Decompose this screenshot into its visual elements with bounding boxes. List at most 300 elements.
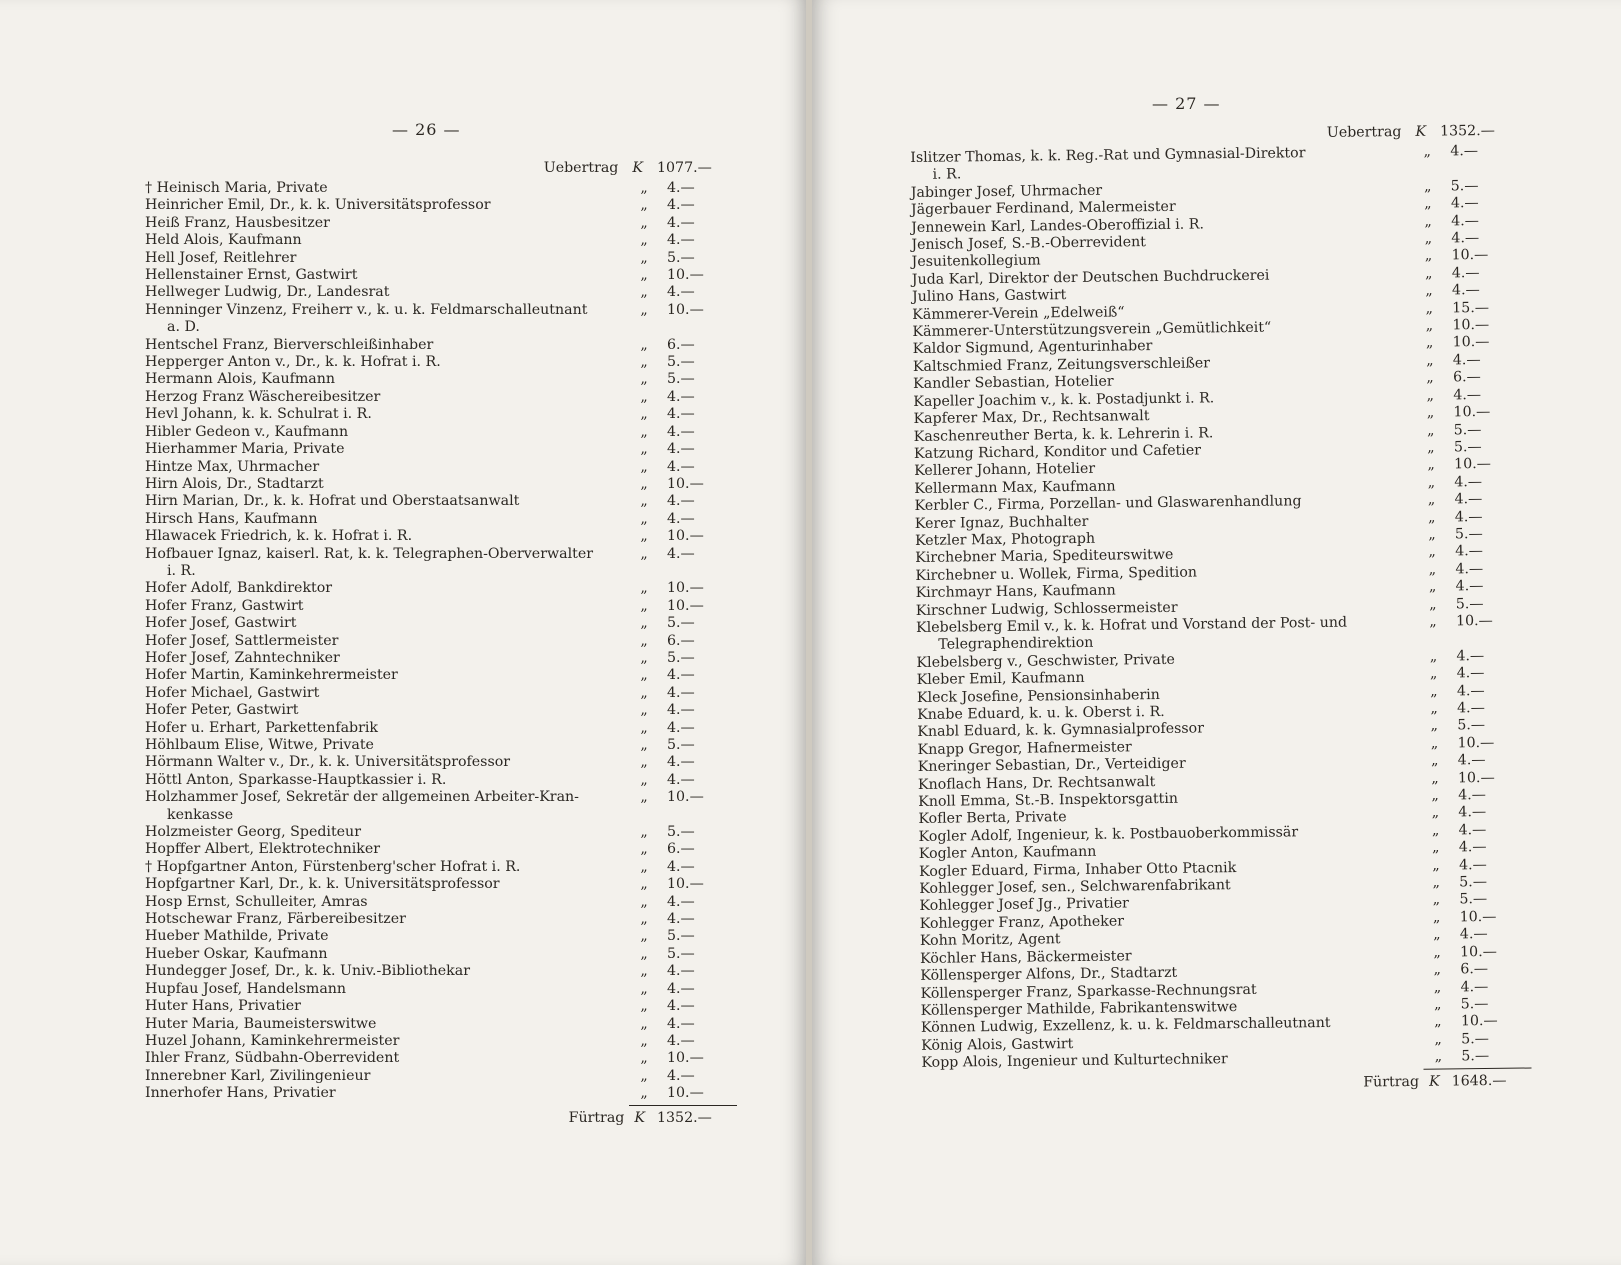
subscriber-name-text: Kaldor Sigmund, Agenturinhaber: [912, 338, 1153, 358]
subscriber-name-text: Kämmerer-Unterstützungsverein „Gemütlichkeit“: [912, 319, 1272, 341]
donation-amount: 10.—: [1452, 334, 1490, 351]
list-item: [145, 859, 737, 876]
subscriber-name: [145, 302, 621, 337]
list-item: [145, 1068, 737, 1085]
list-item: [145, 720, 737, 737]
donation-amount: 4.—: [1451, 264, 1480, 282]
donation-amount: 4.—: [667, 545, 695, 562]
list-item: [145, 528, 737, 545]
subscriber-name-text: Knoflach Hans, Dr. Rechtsanwalt: [917, 773, 1156, 793]
subscriber-name: [145, 754, 621, 771]
subscriber-name-text: Hopfgartner Karl, Dr., k. k. Universitätsprofessor: [145, 876, 500, 893]
subscriber-name-text: Hlawacek Friedrich, k. k. Hofrat i. R.: [145, 528, 413, 545]
subscriber-name-text: Ketzler Max, Photograph: [914, 530, 1096, 549]
ditto-mark: „: [1429, 648, 1438, 665]
ditto-mark: „: [640, 441, 648, 458]
ditto-mark: „: [1434, 1031, 1442, 1048]
donation-amount: 4.—: [1457, 700, 1485, 717]
subscriber-name-text: Heinricher Emil, Dr., k. k. Universitätsprofessor: [145, 197, 491, 214]
ditto-mark: „: [1426, 404, 1435, 421]
ditto-mark: „: [640, 475, 648, 492]
donation-amount: 10.—: [667, 1085, 704, 1102]
ditto-mark: „: [1430, 683, 1438, 700]
subscriber-name-text: † Heinisch Maria, Private: [145, 180, 328, 196]
subscriber-name-text: Kohlegger Josef Jg., Privatier: [919, 895, 1129, 915]
donation-amount: 10.—: [667, 301, 704, 318]
donation-amount: 10.—: [667, 528, 704, 545]
list-item: [145, 928, 737, 945]
donation-amount: 4.—: [667, 180, 695, 196]
list-item: [145, 476, 737, 493]
ditto-mark: „: [640, 493, 648, 510]
donation-amount: 5.—: [1455, 595, 1484, 612]
donation-amount: 4.—: [667, 493, 695, 510]
ditto-mark: „: [1430, 735, 1439, 752]
subscriber-name-text: Huter Hans, Privatier: [145, 998, 301, 1015]
donation-amount: 15.—: [1452, 299, 1490, 317]
ditto-mark: „: [640, 510, 648, 527]
donation-amount: 4.—: [667, 214, 695, 231]
carry-out: [145, 1110, 737, 1126]
subscriber-name-text: Hofer Josef, Sattlermeister: [145, 632, 339, 649]
donation-amount: 4.—: [667, 980, 695, 997]
donation-amount: 5.—: [1453, 421, 1482, 438]
ditto-mark: „: [640, 458, 648, 475]
subscriber-name-text: Kerer Ignaz, Buchhalter: [914, 513, 1089, 532]
subscriber-name-text: König Alois, Gastwirt: [921, 1035, 1074, 1054]
list-item: [145, 580, 737, 597]
subscriber-name-text: Jennewein Karl, Landes-Oberoffizial i. R.: [911, 216, 1205, 236]
ditto-mark: „: [640, 197, 648, 214]
subscriber-name-text: Hofer Josef, Gastwirt: [145, 615, 297, 632]
list-item: [145, 911, 737, 928]
ditto-mark: „: [1426, 369, 1434, 386]
ditto-mark: „: [1431, 805, 1440, 822]
ditto-mark: „: [640, 754, 648, 771]
donation-amount: 5.—: [667, 737, 695, 753]
subscriber-name-text: Hotschewar Franz, Färbereibesitzer: [145, 911, 406, 928]
subscriber-name-text: Hofer Michael, Gastwirt: [145, 684, 320, 701]
ditto-mark: „: [1430, 718, 1439, 735]
ditto-mark: „: [640, 267, 648, 284]
subscriber-list: [910, 123, 1532, 1096]
subscriber-name-text: Huter Maria, Baumeisterswitwe: [145, 1015, 377, 1032]
subscriber-name: [145, 998, 621, 1015]
ditto-mark: „: [1424, 213, 1432, 230]
subscriber-name-text: Hevl Johann, k. k. Schulrat i. R.: [145, 406, 372, 423]
subscriber-name-text: Jabinger Josef, Uhrmacher: [910, 182, 1103, 201]
subscriber-name: [145, 981, 621, 998]
subscriber-name: [145, 859, 621, 876]
donation-amount: 4.—: [1458, 804, 1487, 821]
subscriber-name-text: Hermann Alois, Kaufmann: [145, 371, 336, 388]
donation-amount: 4.—: [667, 719, 695, 736]
list-item: [145, 389, 737, 406]
subscriber-name-text: Herzog Franz Wäschereibesitzer: [145, 388, 381, 405]
subscriber-name-text: Heiß Franz, Hausbesitzer: [145, 214, 330, 231]
subscriber-name-text: Kirchebner Maria, Spediteurswitwe: [915, 547, 1174, 567]
subscriber-name-text: † Hopfgartner Anton, Fürstenberg'scher Hofrat i. R.: [145, 858, 521, 875]
subscriber-name-text: Hofer u. Erhart, Parkettenfabrik: [145, 719, 379, 736]
ditto-mark: „: [1428, 578, 1437, 595]
subscriber-name: [145, 911, 621, 928]
subscriber-name-text: Islitzer Thomas, k. k. Reg.-Rat und Gymnasial-Direktor: [910, 145, 1306, 166]
ditto-mark: „: [640, 789, 648, 806]
subscriber-name-text: Klebelsberg Emil v., k. k. Hofrat und Vorstand der Post- und: [915, 614, 1348, 636]
subscriber-name: [145, 720, 621, 737]
list-item: [145, 1050, 737, 1067]
subscriber-name: [145, 406, 621, 423]
donation-amount: 4.—: [667, 1067, 695, 1084]
list-item: [145, 337, 737, 354]
donation-amount: 4.—: [1457, 752, 1486, 769]
ditto-mark: „: [640, 214, 648, 231]
donation-amount: 5.—: [1461, 1048, 1490, 1065]
list-item: [145, 215, 737, 232]
subscriber-name-continuation: i. R.: [932, 166, 962, 184]
subscriber-name-text: Huzel Johann, Kaminkehrermeister: [145, 1032, 400, 1049]
donation-amount: 10.—: [667, 475, 704, 492]
subscriber-name: [145, 284, 621, 301]
donation-amount: 4.—: [667, 510, 695, 527]
ditto-mark: „: [640, 841, 648, 858]
ditto-mark: „: [1423, 143, 1432, 160]
list-item: [145, 1033, 737, 1050]
subscriber-name-text: Hierhammer Maria, Private: [145, 441, 345, 458]
ditto-mark: „: [640, 615, 648, 632]
ditto-mark: „: [1430, 700, 1438, 717]
donation-amount: 5.—: [667, 824, 695, 841]
list-item: [145, 650, 737, 667]
subscriber-name-text: Hörmann Walter v., Dr., k. k. Universitätsprofessor: [145, 754, 511, 771]
subscriber-name-text: Höhlbaum Elise, Witwe, Private: [145, 737, 374, 753]
ditto-mark: „: [640, 876, 648, 893]
ditto-mark: „: [640, 771, 648, 788]
ditto-mark: „: [640, 945, 648, 962]
subscriber-name: [145, 354, 621, 371]
subscriber-name-text: Held Alois, Kaufmann: [145, 232, 302, 249]
donation-amount: 4.—: [667, 423, 695, 440]
ditto-mark: „: [1433, 961, 1442, 978]
ditto-mark: „: [1428, 526, 1436, 543]
donation-amount: 10.—: [667, 876, 704, 893]
ditto-mark: „: [1434, 1013, 1442, 1030]
subscriber-name-text: Hofer Peter, Gastwirt: [145, 702, 299, 719]
subscriber-name-text: Kogler Eduard, Firma, Inhaber Otto Ptacnik: [918, 859, 1237, 880]
ditto-mark: „: [640, 1050, 648, 1067]
subscriber-name-text: Hirn Alois, Dr., Stadtarzt: [145, 475, 324, 492]
ditto-mark: „: [1424, 230, 1433, 247]
donation-amount: 4.—: [667, 754, 695, 771]
carry-in-amount: 1352.—: [1439, 122, 1495, 140]
subscriber-name: [145, 685, 621, 702]
subscriber-name-text: Knoll Emma, St.-B. Inspektorsgattin: [918, 790, 1179, 810]
donation-amount: 5.—: [1460, 995, 1489, 1013]
subscriber-name: [145, 1033, 621, 1050]
subscriber-name-text: Henninger Vinzenz, Freiherr v., k. u. k. Feldmarschalleutnant: [145, 301, 588, 318]
subscriber-name-text: Jenisch Josef, S.-B.-Oberrevident: [911, 234, 1146, 254]
carry-in-amount: 1077.—: [657, 160, 712, 176]
donation-amount: 10.—: [1460, 1013, 1498, 1030]
donation-amount: 4.—: [1454, 508, 1483, 525]
ditto-mark: „: [640, 406, 648, 423]
ditto-mark: „: [640, 893, 648, 910]
donation-amount: 5.—: [1459, 874, 1488, 891]
donation-amount: 4.—: [1456, 682, 1485, 699]
subscriber-name-text: Knapp Gregor, Hafnermeister: [917, 739, 1132, 758]
subscriber-name: [145, 615, 621, 632]
list-item: [145, 754, 737, 771]
subscriber-name: [145, 667, 621, 684]
donation-amount: 10.—: [667, 1050, 704, 1067]
donation-amount: 10.—: [1452, 317, 1490, 334]
subscriber-name: [145, 1016, 621, 1033]
subscriber-name: [145, 371, 621, 388]
ditto-mark: „: [1425, 282, 1433, 299]
currency-symbol: K: [1415, 123, 1427, 140]
ditto-mark: „: [640, 580, 648, 597]
subscriber-name-text: Hell Josef, Reitlehrer: [145, 249, 297, 266]
subscriber-name-text: Kellermann Max, Kaufmann: [914, 478, 1116, 497]
list-item: [145, 633, 737, 650]
donation-amount: 4.—: [667, 388, 695, 405]
carry-out-amount: 1352.—: [657, 1109, 712, 1126]
subscriber-name-text: Hofer Josef, Zahntechniker: [145, 649, 340, 666]
donation-amount: 10.—: [1459, 943, 1497, 961]
subscriber-name-text: Kogler Anton, Kaufmann: [918, 844, 1097, 863]
ditto-mark: „: [1431, 787, 1439, 804]
ditto-mark: „: [1428, 561, 1437, 578]
donation-amount: 4.—: [667, 1032, 695, 1049]
subscriber-name: [145, 894, 621, 911]
ditto-mark: „: [1433, 996, 1442, 1013]
donation-amount: 4.—: [1460, 978, 1489, 995]
subscriber-name-text: Jägerbauer Ferdinand, Malermeister: [910, 198, 1176, 219]
ditto-mark: „: [1425, 335, 1434, 352]
subscriber-name: [145, 737, 621, 754]
currency-symbol: K: [634, 1109, 645, 1126]
donation-amount: 5.—: [667, 354, 695, 371]
subscriber-name: [145, 424, 621, 441]
subscriber-name-continuation: a. D.: [167, 319, 200, 336]
donation-amount: 10.—: [1457, 734, 1495, 752]
carry-out-label: Fürtrag: [1363, 1073, 1420, 1091]
ditto-mark: „: [1427, 474, 1436, 491]
carry-in: [145, 160, 737, 180]
subscriber-name-text: Kirschner Ludwig, Schlossermeister: [915, 599, 1178, 619]
ditto-mark: „: [1424, 248, 1433, 265]
subscriber-name: [145, 928, 621, 945]
ditto-mark: „: [1429, 613, 1437, 630]
donation-amount: 6.—: [667, 841, 695, 858]
donation-amount: 5.—: [1459, 891, 1488, 908]
subscriber-name-text: Kneringer Sebastian, Dr., Verteidiger: [917, 755, 1186, 776]
list-item: [145, 493, 737, 510]
donation-amount: 4.—: [1451, 230, 1480, 247]
subscriber-name: [145, 232, 621, 249]
ditto-mark: „: [1427, 456, 1435, 474]
subscriber-name: [145, 580, 621, 597]
donation-amount: 5.—: [1454, 525, 1483, 543]
list-item: [145, 981, 737, 998]
ditto-mark: „: [640, 1032, 648, 1049]
donation-amount: 4.—: [1450, 143, 1479, 160]
page-number: — 26 —: [392, 120, 461, 139]
subscriber-name-text: Hintze Max, Uhrmacher: [145, 458, 320, 475]
ditto-mark: „: [1425, 300, 1433, 317]
ditto-mark: „: [640, 649, 648, 666]
subscriber-name: [145, 389, 621, 406]
subscriber-name-text: Können Ludwig, Exzellenz, k. u. k. Feldmarschalleutnant: [920, 1015, 1331, 1037]
subscriber-name-text: Kohlegger Josef, sen., Selchwarenfabrikant: [919, 877, 1231, 898]
subscriber-name-text: Innerhofer Hans, Privatier: [145, 1085, 336, 1102]
subscriber-name-text: Kleber Emil, Kaufmann: [916, 670, 1085, 689]
list-item: [145, 406, 737, 423]
donation-amount: 10.—: [667, 597, 704, 614]
subscriber-name: [145, 824, 621, 841]
subscriber-name: [145, 876, 621, 893]
donation-amount: 4.—: [1455, 560, 1484, 578]
ditto-mark: „: [1427, 491, 1436, 508]
donation-amount: 4.—: [1453, 386, 1482, 404]
ditto-mark: „: [640, 232, 648, 249]
ditto-mark: „: [640, 180, 648, 196]
donation-amount: 5.—: [1461, 1030, 1489, 1048]
ditto-mark: „: [1433, 944, 1441, 961]
subscriber-name-text: Hirsch Hans, Kaufmann: [145, 510, 318, 527]
donation-amount: 5.—: [1453, 438, 1482, 456]
subscriber-name-continuation: kenkasse: [167, 806, 234, 823]
donation-amount: 4.—: [667, 911, 695, 928]
subscriber-name-text: Hundegger Josef, Dr., k. k. Univ.-Bibliothekar: [145, 963, 471, 980]
subscriber-name-text: Höttl Anton, Sparkasse-Hauptkassier i. R.: [145, 771, 447, 788]
subscriber-name-text: Kaschenreuther Berta, k. k. Lehrerin i. R.: [913, 424, 1214, 445]
ditto-mark: „: [640, 737, 648, 753]
subscriber-list: [145, 160, 737, 1126]
list-item: [145, 789, 737, 824]
ditto-mark: „: [640, 597, 648, 614]
ditto-mark: „: [640, 423, 648, 440]
subscriber-name-text: Ihler Franz, Südbahn-Oberrevident: [145, 1050, 400, 1067]
list-item: [145, 180, 737, 197]
subscriber-name-text: Hepperger Anton v., Dr., k. k. Hofrat i. R.: [145, 354, 441, 371]
left-page: [0, 0, 808, 1265]
subscriber-name: [145, 650, 621, 667]
sum-rule: [629, 1105, 737, 1106]
subscriber-name-text: Hellweger Ludwig, Dr., Landesrat: [145, 284, 390, 301]
subscriber-name-text: Kandler Sebastian, Hotelier: [913, 373, 1114, 393]
subscriber-name-text: Köllensperger Alfons, Dr., Stadtarzt: [920, 964, 1178, 985]
subscriber-name-text: Julino Hans, Gastwirt: [911, 287, 1067, 306]
donation-amount: 4.—: [667, 1015, 695, 1032]
ditto-mark: „: [1430, 752, 1439, 769]
ditto-mark: „: [640, 1015, 648, 1032]
ditto-mark: „: [640, 354, 648, 371]
ditto-mark: „: [640, 284, 648, 301]
subscriber-name: [145, 598, 621, 615]
subscriber-name-text: Köllensperger Mathilde, Fabrikantenswitwe: [920, 998, 1238, 1019]
subscriber-name: [145, 493, 621, 510]
donation-amount: 4.—: [667, 232, 695, 249]
subscriber-name: [145, 267, 621, 284]
donation-amount: 4.—: [667, 771, 695, 788]
list-item: [145, 250, 737, 267]
ditto-mark: „: [640, 684, 648, 701]
subscriber-name-text: Hueber Mathilde, Private: [145, 928, 329, 945]
donation-amount: 4.—: [1454, 491, 1483, 508]
donation-amount: 6.—: [1460, 961, 1489, 978]
list-item: [145, 737, 737, 754]
donation-amount: 10.—: [667, 580, 704, 597]
ditto-mark: „: [1432, 892, 1441, 909]
ditto-mark: „: [1429, 596, 1437, 613]
subscriber-name: [145, 511, 621, 528]
donation-amount: 4.—: [1458, 787, 1486, 804]
donation-amount: 5.—: [1450, 177, 1479, 195]
donation-amount: 10.—: [1451, 247, 1489, 264]
donation-amount: 4.—: [1451, 212, 1479, 230]
subscriber-name-text: Hupfau Josef, Handelsmann: [145, 980, 347, 997]
donation-amount: 4.—: [1458, 821, 1487, 839]
list-item: [145, 894, 737, 911]
donation-amount: 4.—: [667, 893, 695, 910]
donation-amount: 6.—: [1452, 369, 1481, 386]
subscriber-name-text: Hibler Gedeon v., Kaufmann: [145, 423, 349, 440]
currency-symbol: K: [1428, 1073, 1440, 1090]
ditto-mark: „: [1424, 195, 1432, 212]
subscriber-name-text: Hofbauer Ignaz, kaiserl. Rat, k. k. Telegraphen-Oberverwalter: [145, 545, 594, 562]
donation-amount: 10.—: [1454, 456, 1491, 473]
list-item: [145, 459, 737, 476]
ditto-mark: „: [1426, 422, 1435, 439]
subscriber-name-continuation: i. R.: [167, 562, 196, 579]
subscriber-name-text: Köchler Hans, Bäckermeister: [920, 948, 1132, 967]
subscriber-name: [145, 1085, 621, 1102]
list-item: [145, 615, 737, 632]
ditto-mark: „: [640, 980, 648, 997]
ditto-mark: „: [640, 667, 648, 684]
subscriber-name-text: Kellerer Johann, Hotelier: [914, 461, 1096, 480]
page-number: — 27 —: [1152, 94, 1221, 113]
ditto-mark: „: [640, 963, 648, 980]
subscriber-name-text: Katzung Richard, Konditor und Cafetier: [913, 442, 1202, 462]
list-item: [145, 441, 737, 458]
donation-amount: 4.—: [1451, 282, 1480, 299]
ditto-mark: „: [1429, 665, 1438, 682]
subscriber-name-text: Hofer Martin, Kaminkehrermeister: [145, 667, 398, 684]
subscriber-name-text: Hirn Marian, Dr., k. k. Hofrat und Oberstaatsanwalt: [145, 493, 520, 510]
subscriber-name-text: Kleck Josefine, Pensionsinhaberin: [916, 686, 1160, 706]
ditto-mark: „: [1427, 439, 1435, 456]
donation-amount: 4.—: [1456, 665, 1485, 682]
list-item: [145, 963, 737, 980]
ditto-mark: „: [640, 1067, 648, 1084]
ditto-mark: „: [1434, 1048, 1443, 1065]
ditto-mark: „: [640, 858, 648, 875]
carry-out-label: Fürtrag: [568, 1109, 625, 1126]
list-item: [145, 598, 737, 615]
donation-amount: 5.—: [667, 371, 695, 388]
subscriber-name-text: Holzmeister Georg, Spediteur: [145, 824, 361, 841]
list-item: [145, 546, 737, 581]
donation-amount: 4.—: [1459, 926, 1488, 943]
ditto-mark: „: [1427, 509, 1436, 526]
list-item: [145, 197, 737, 214]
list-item: [145, 772, 737, 789]
subscriber-name: [145, 528, 621, 545]
subscriber-name: [145, 789, 621, 824]
donation-amount: 5.—: [667, 928, 695, 945]
